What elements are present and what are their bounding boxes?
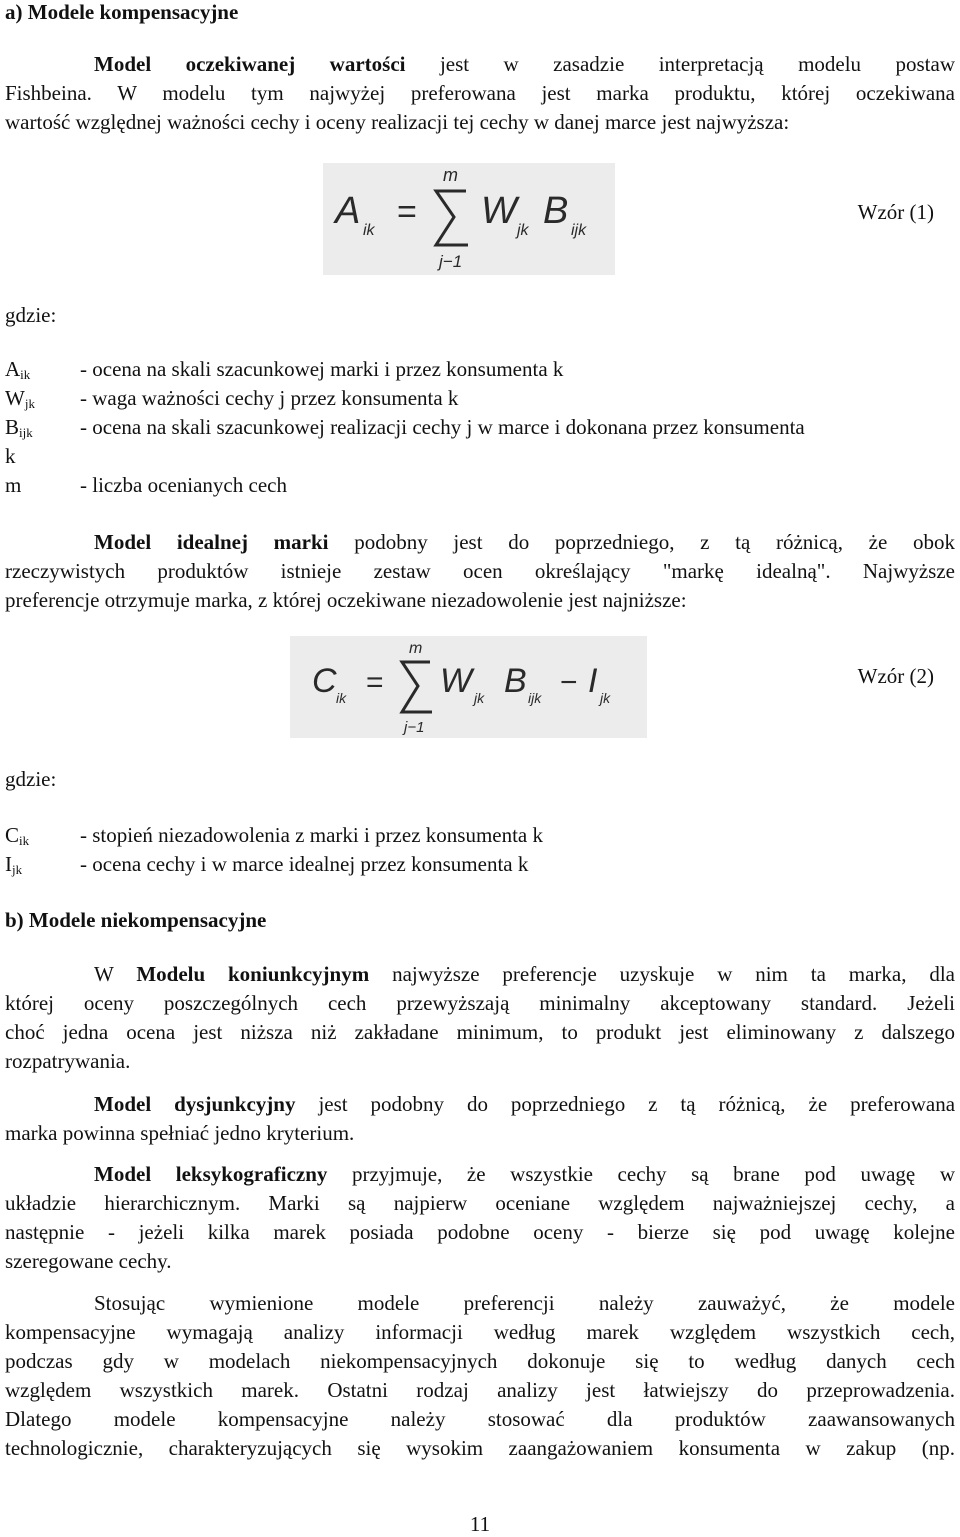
formula-b: B (504, 662, 527, 700)
formula-i-sub: jk (600, 690, 611, 706)
formula-w: W (481, 190, 517, 232)
formula-lhs-sub: ik (363, 222, 375, 239)
definition-m: - liczba ocenianych cech (80, 473, 287, 497)
symbol-a-ik: $A_{ik}$ (5, 357, 31, 382)
sum-upper-limit: m (443, 165, 458, 185)
gdzie-label: gdzie: (5, 767, 57, 791)
formula-1-svg (323, 163, 615, 275)
paragraph-line: Stosując wymienione modele preferencji należy zauważyć, że modele (94, 1291, 955, 1315)
formula-w-sub: jk (517, 222, 529, 239)
symbol-m: m (5, 473, 22, 497)
symbol-w-jk: $W_{jk}$ (5, 386, 35, 411)
paragraph-line: technologicznie, charakteryzujących się wysokim zaangażowaniem konsumenta w zakup (np. (5, 1436, 955, 1460)
formula-b-sub: ijk (528, 690, 542, 706)
definition-w-jk: - waga ważności cechy j przez konsumenta k (80, 386, 459, 410)
sigma-icon (402, 662, 432, 712)
formula-i: I (588, 662, 598, 700)
paragraph-line: podczas gdy w modelach niekompensacyjnych dokonuje się to według danych cech (5, 1349, 955, 1373)
paragraph-line: rzeczywistych produktów istnieje zestaw ocen określający "markę idealną". Najwyższe (5, 559, 955, 583)
sum-lower-limit: j−1 (439, 252, 463, 271)
formula-2-label: Wzór (2) (857, 664, 934, 688)
text-run: podobny jest do poprzedniego, z tą różnicą, że obok (354, 530, 955, 554)
sum-lower-limit: j−1 (404, 719, 425, 736)
paragraph-line: której oceny poszczególnych cech przewyższają minimalny akceptowany standard. Jeżeli (5, 991, 955, 1015)
paragraph-line: wartość względnej ważności cechy i oceny realizacji tej cechy w danej marce jest najwyższa: (5, 110, 790, 134)
formula-equals: = (397, 193, 417, 231)
paragraph-line (94, 50, 955, 78)
paragraph-line: preferencje otrzymuje marka, z której oczekiwane niezadowolenie jest najniższe: (5, 588, 687, 612)
paragraph-line (94, 528, 955, 556)
symbol-k: k (5, 444, 16, 468)
gdzie-label: gdzie: (5, 303, 57, 327)
formula-equals: = (366, 666, 384, 699)
paragraph-line: marka powinna spełniać jedno kryterium. (5, 1121, 355, 1145)
paragraph-line: rozpatrywania. (5, 1049, 131, 1073)
bold-term: Model dysjunkcyjny (94, 1092, 296, 1116)
paragraph-line: kompensacyjne wymagają analizy informacji według marek względem wszystkich cech, (5, 1320, 955, 1344)
paragraph-line: choć jedna ocena jest niższa niż zakładane minimum, to produkt jest eliminowany z dalszego (5, 1020, 955, 1044)
formula-lhs: C (312, 662, 337, 700)
definition-c-ik: - stopień niezadowolenia z marki i przez konsumenta k (80, 823, 544, 847)
bold-term: Model idealnej marki (94, 530, 329, 554)
definition-a-ik: - ocena na skali szacunkowej marki i przez konsumenta k (80, 357, 564, 381)
formula-b-sub: ijk (571, 222, 587, 239)
symbol-c-ik: $C_{ik}$ (5, 823, 30, 848)
paragraph-line: Fishbeina. W modelu tym najwyżej preferowana jest marka produktu, której oczekiwana (5, 81, 955, 105)
sigma-icon (436, 191, 468, 245)
definition-i-jk: - ocena cechy i w marce idealnej przez konsumenta k (80, 852, 529, 876)
paragraph-line: szeregowane cechy. (5, 1249, 172, 1273)
formula-lhs-sub: ik (336, 690, 347, 706)
formula-2-svg (290, 636, 647, 738)
paragraph-line: względem wszystkich marek. Ostatni rodzaj analizy jest łatwiejszy do przeprowadzenia. (5, 1378, 955, 1402)
bold-term: Modelu koniunkcyjnym (136, 962, 370, 986)
paragraph-line: następnie - jeżeli kilka marek posiada podobne oceny - bierze się pod uwagę kolejne (5, 1220, 955, 1244)
formula-w: W (440, 662, 473, 700)
formula-w-sub: jk (474, 690, 485, 706)
definition-b-ijk: - ocena na skali szacunkowej realizacji cechy j w marce i dokonana przez konsumenta (80, 415, 805, 439)
formula-b: B (543, 190, 569, 232)
formula-lhs: A (335, 190, 361, 232)
symbol-b-ijk: $B_{ijk}$ (5, 415, 33, 440)
paragraph-line: Dlatego modele kompensacyjne należy stosować dla produktów zaawansowanych (5, 1407, 955, 1431)
formula-minus: − (560, 666, 578, 699)
text-run: jest w zasadzie interpretacją modelu postaw (439, 52, 955, 76)
section-b-heading: b) Modele niekompensacyjne (5, 908, 267, 932)
bold-term: Model oczekiwanej wartości (94, 52, 406, 76)
paragraph-line: Model leksykograficzny przyjmuje, że wszystkie cechy są brane pod uwagę w (94, 1162, 955, 1186)
formula-1-label: Wzór (1) (857, 200, 934, 224)
formula-2-image (290, 636, 647, 738)
paragraph-line: W Modelu koniunkcyjnym najwyższe preferencje uzyskuje w nim ta marka, dla (94, 962, 955, 986)
symbol-i-jk: $I_{jk}$ (5, 852, 23, 877)
section-a-heading: a) Modele kompensacyjne (5, 0, 239, 24)
sum-upper-limit: m (409, 640, 423, 657)
bold-term: Model leksykograficzny (94, 1162, 328, 1186)
formula-1-image (323, 163, 615, 275)
page-number: 11 (469, 1512, 491, 1536)
paragraph-line: układzie hierarchicznym. Marki są najpierw oceniane względem najważniejszej cechy, a (5, 1191, 955, 1215)
paragraph-line: Model dysjunkcyjny jest podobny do poprzedniego z tą różnicą, że preferowana (94, 1092, 956, 1116)
